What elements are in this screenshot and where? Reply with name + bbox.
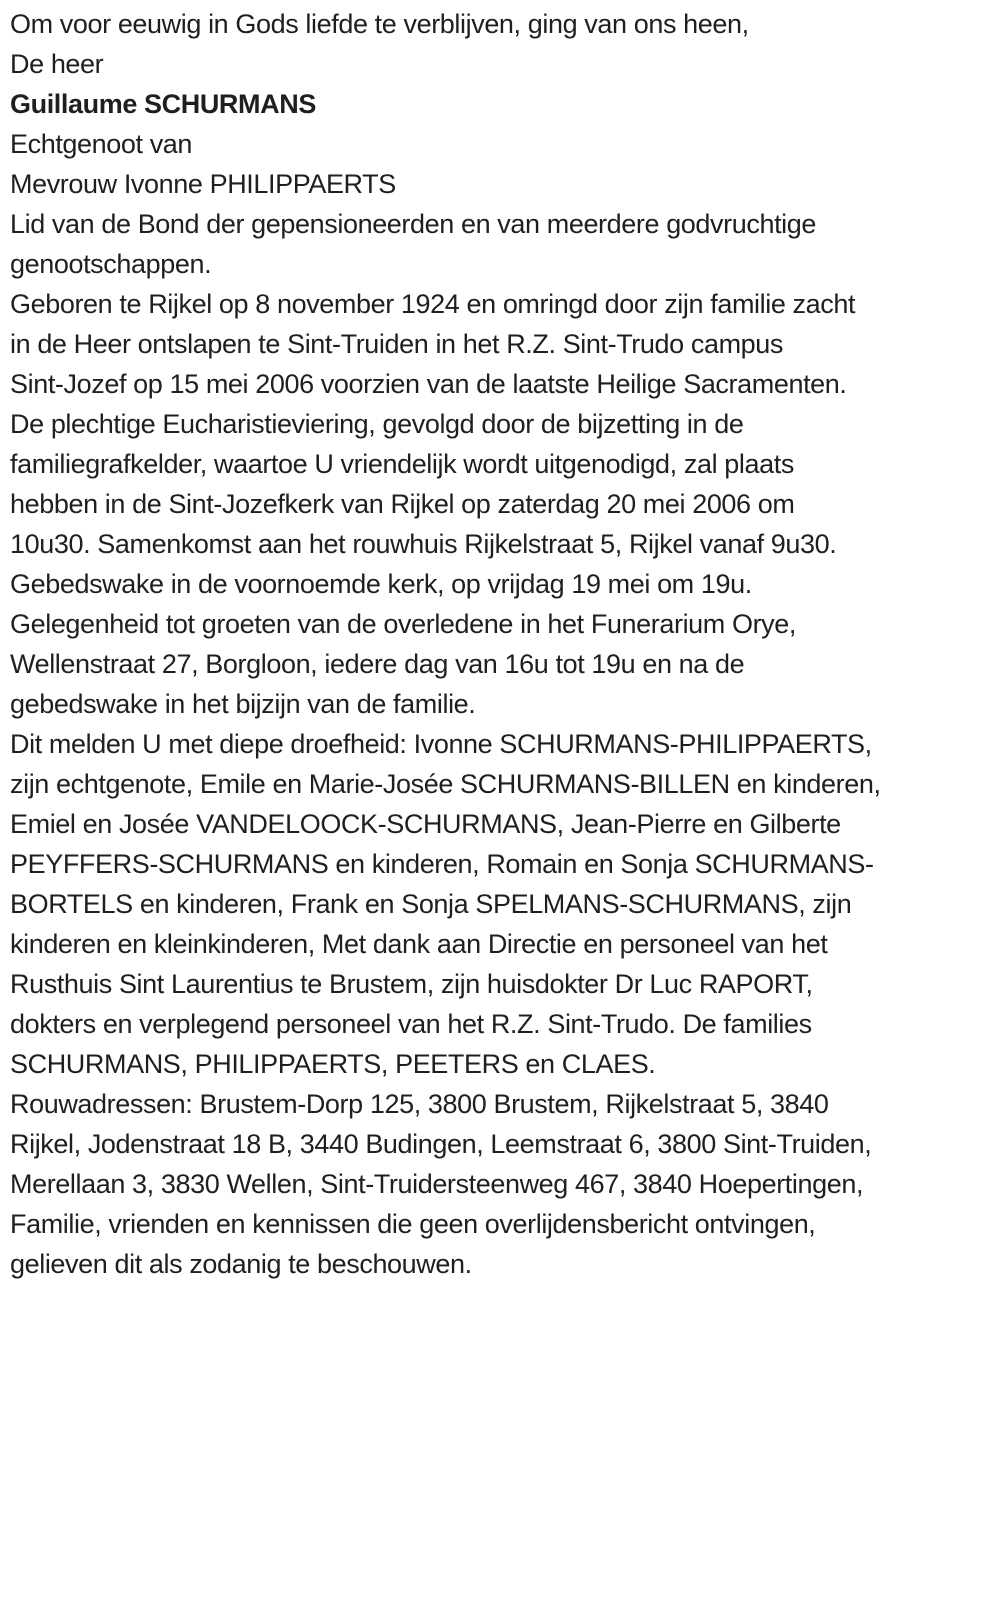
closing-paragraph: Familie, vrienden en kennissen die geen overlijdensbericht ontvingen, gelieven dit als zodanig te beschouwen. bbox=[10, 1209, 816, 1279]
mourning-addresses-paragraph: Rouwadressen: Brustem-Dorp 125, 3800 Brustem, Rijkelstraat 5, 3840 Rijkel, Jodenstraat 18 B, 3440 Budingen, Leemstraat 6, 3800 Sint-Truiden, Merellaan 3, 3830 Wellen, Sint-Truidersteenweg 467, 3840 Hoepertingen, bbox=[10, 1089, 872, 1199]
family-announcement-paragraph: Dit melden U met diepe droefheid: Ivonne SCHURMANS-PHILIPPAERTS, zijn echtgenote, Emile en Marie-Josée SCHURMANS-BILLEN en kinderen, Emiel en Josée VANDELOOCK-SCHURMANS, Jean-Pierre en Gilberte PEYFFERS-SCHURMANS en kinderen, Romain en Sonja SCHURMANS- BORTELS en kinderen, Frank en Sonja SPELMANS-SCHURMANS, zijn kinderen en kleinkinderen, Met dank aan Directie en personeel van het Rusthuis Sint Laurentius te Brustem, zijn huisdokter Dr Luc RAPORT, dokters en verplegend personeel van het R.Z. Sint-Trudo. De families SCHURMANS, PHILIPPAERTS, PEETERS en CLAES. bbox=[10, 729, 881, 1079]
deceased-name: Guillaume SCHURMANS bbox=[10, 89, 316, 119]
relation-line: Echtgenoot van bbox=[10, 129, 193, 159]
funeral-service-paragraph: De plechtige Eucharistieviering, gevolgd door de bijzetting in de familiegrafkelder, waartoe U vriendelijk wordt uitgenodigd, zal plaats hebben in de Sint-Jozefkerk van Rijkel op zaterdag 20 mei 2006 om 10u30. Samenkomst aan het rouwhuis Rijkelstraat 5, Rijkel vanaf 9u30. Gebedswake in de voornoemde kerk, op vrijdag 19 mei om 19u. Gelegenheid tot groeten van de overledene in het Funerarium Orye, Wellenstraat 27, Borgloon, iedere dag van 16u tot 19u en na de gebedswake in het bijzijn van de familie. bbox=[10, 409, 837, 719]
salutation-line: De heer bbox=[10, 49, 104, 79]
spouse-name: Mevrouw Ivonne PHILIPPAERTS bbox=[10, 169, 396, 199]
birth-death-paragraph: Geboren te Rijkel op 8 november 1924 en omringd door zijn familie zacht in de Heer ontslapen te Sint-Truiden in het R.Z. Sint-Trudo campus Sint-Jozef op 15 mei 2006 voorzien van de laatste Heilige Sacramenten. bbox=[10, 289, 856, 399]
membership-paragraph: Lid van de Bond der gepensioneerden en van meerdere godvruchtige genootschappen. bbox=[10, 209, 816, 279]
intro-line: Om voor eeuwig in Gods liefde te verblijven, ging van ons heen, bbox=[10, 9, 749, 39]
